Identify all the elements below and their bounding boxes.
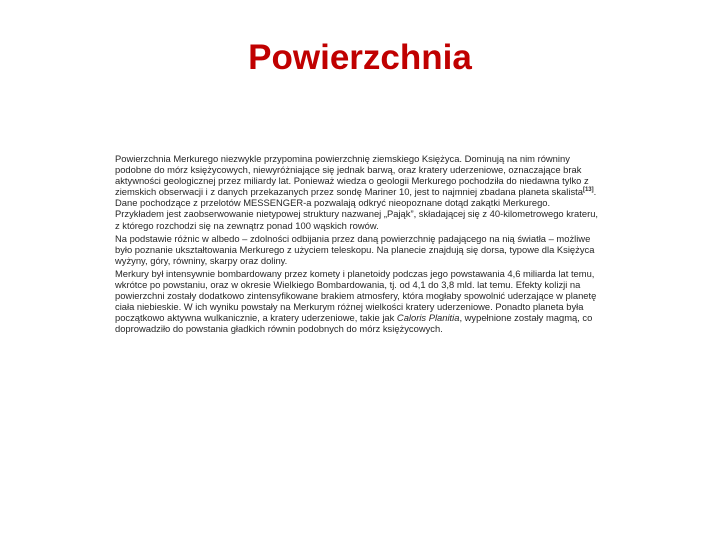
body-paragraph-2: Na podstawie różnic w albedo – zdolności odbijania przez daną powierzchnię padającego na nią światła – możliwe było poznanie ukształtowania Merkurego z użyciem teleskopu. Na planecie znajdują się dorsa, typowe dla Księżyca wyżyny, góry, równiny, skarpy oraz doliny. <box>115 232 595 266</box>
slide-body <box>115 153 600 337</box>
paragraph-3-text: Merkury był intensywnie bombardowany przez komety i planetoidy podczas jego powstawania 4,6 miliarda lat temu, wkrótce po powstaniu, oraz w okresie Wielkiego Bombardowania, tj. od 4,1 do 3,8 mld. lat temu. Efekty kolizji na powierzchni zostały dodatkowo zintensyfikowane brakiem atmosfery, która mogłaby spowolnić uderzające w planetę ciała niebieskie. W ich wyniku powstały na Merkurym różnej wielkości kratery uderzeniowe. Ponadto planeta była początkowo aktywna wulkanicznie, a kratery uderzeniowe, takie jak <box>115 267 597 324</box>
paragraph-1-text: Powierzchnia Merkurego niezwykle przypomina powierzchnię ziemskiego Księżyca. Dominują na nim równiny podobne do mórz księżycowych, niewyróżniające się jednak barwą, oraz kratery uderzeniowe, oznaczające brak aktywności geologicznej przez miliardy lat. Ponieważ wiedza o geologii Merkurego pochodziła do niedawna tylko z ziemskich obserwacji i z danych przekazanych przez sondę Mariner 10, jest to najmniej zbadana planeta skalista <box>115 153 589 198</box>
body-paragraph-3 <box>115 268 600 335</box>
caloris-planitia-term: Caloris Planitia <box>396 312 460 324</box>
paragraph-1-text-continued: . Dane pochodzące z przelotów MESSENGER-a pozwalają odkryć nieopoznane dotąd zakątki Merkurego. Przykładem jest zaobserwowanie nietypowej struktury nazwanej „Pająk”, składającej się z 40-kilometrowego krateru, z którego rozchodzi się na zewnątrz ponad 100 wąskich rowów. <box>115 186 599 231</box>
citation-marker[interactable]: [13] <box>582 187 594 194</box>
body-paragraph-1 <box>115 153 600 231</box>
paragraph-3-text-continued: , wypełnione zostały magmą, co doprowadziło do powstania gładkich równin podobnych do mórz księżycowych. <box>115 312 593 335</box>
slide-title: Powierzchnia <box>248 38 472 77</box>
